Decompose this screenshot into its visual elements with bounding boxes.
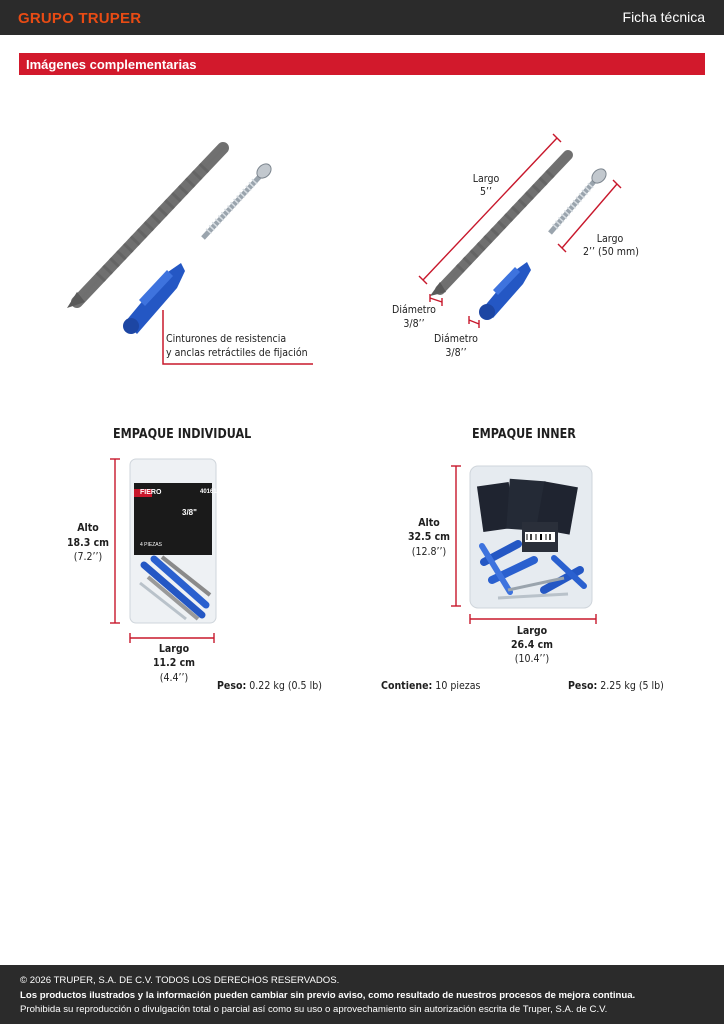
document-type: Ficha técnica [622,9,705,25]
bit-length-value: 5’’ [479,185,493,198]
individual-alto-in: (7.2’’) [73,550,103,563]
package-brand: FIERO [140,489,162,496]
individual-largo-cm: 11.2 cm [152,656,196,669]
package-code: 40161 [200,489,217,495]
individual-weight-label: Peso: [217,679,247,692]
inner-package-image [448,462,608,630]
anchor-diameter-dimension-line [469,316,479,328]
bit-length-label: Largo [472,172,500,185]
anchor-image [479,262,531,320]
footer-prohibition: Prohibida su reproducción o divulgación total o parcial así como su uso o aprovechamiento sin autorización escrita de Truper, S.A. de C.V. [20,1004,608,1015]
inner-alto-in: (12.8’’) [411,545,447,558]
screw-image [203,161,274,238]
package-pieces: 4 PIEZAS [140,542,162,548]
screw-length-label: Largo [596,232,624,245]
callout-text-2: y anclas retráctiles de fijación [166,346,308,359]
inner-package-heading: EMPAQUE INNER [472,427,576,442]
individual-weight [217,679,322,693]
inner-alto-label: Alto [418,516,440,529]
individual-package-heading: EMPAQUE INDIVIDUAL [113,427,252,442]
inner-weight-label: Peso: [568,679,598,692]
individual-alto-cm: 18.3 cm [66,536,110,549]
inner-weight-value: 2.25 kg (5 lb) [597,679,664,692]
screw-image [550,166,609,233]
inner-largo-label: Largo [516,624,548,637]
individual-largo-label: Largo [158,642,190,655]
screw-length-metric: (50 mm) [598,245,639,258]
footer-notice: Los productos ilustrados y la información pueden cambiar sin previo aviso, como resultado de nuestros procesos de mejora continua. [20,990,636,1001]
inner-contents-value: 10 piezas [432,679,481,692]
individual-package-image [106,455,226,645]
inner-contents-label: Contiene: [381,679,433,692]
individual-weight-value: 0.22 kg (0.5 lb) [246,679,322,692]
bit-diameter-value: 3/8’’ [403,317,425,330]
individual-alto-label: Alto [77,521,99,534]
bit-length-dimension-line [419,134,561,284]
inner-alto-cm: 32.5 cm [407,530,451,543]
drill-bit-image [67,148,223,308]
bit-diameter-label: Diámetro [392,303,436,316]
anchor-diameter-value: 3/8’’ [445,346,467,359]
inner-largo-cm: 26.4 cm [510,638,554,651]
package-size: 3/8" [182,508,197,517]
screw-length-value: 2’’ [583,245,596,258]
inner-contents [381,679,480,693]
inner-weight [568,679,664,693]
callout-text-1: Cinturones de resistencia [166,332,287,345]
brand-logo: GRUPO TRUPER [18,10,142,27]
inner-largo-in: (10.4’’) [514,652,550,665]
individual-largo-in: (4.4’’) [159,671,189,684]
screw-length-text [583,245,639,259]
anchor-diameter-label: Diámetro [434,332,478,345]
anchor-image [123,263,185,334]
section-title: Imágenes complementarias [26,57,197,72]
footer-copyright: © 2026 TRUPER, S.A. DE C.V. TODOS LOS DERECHOS RESERVADOS. [20,975,340,986]
